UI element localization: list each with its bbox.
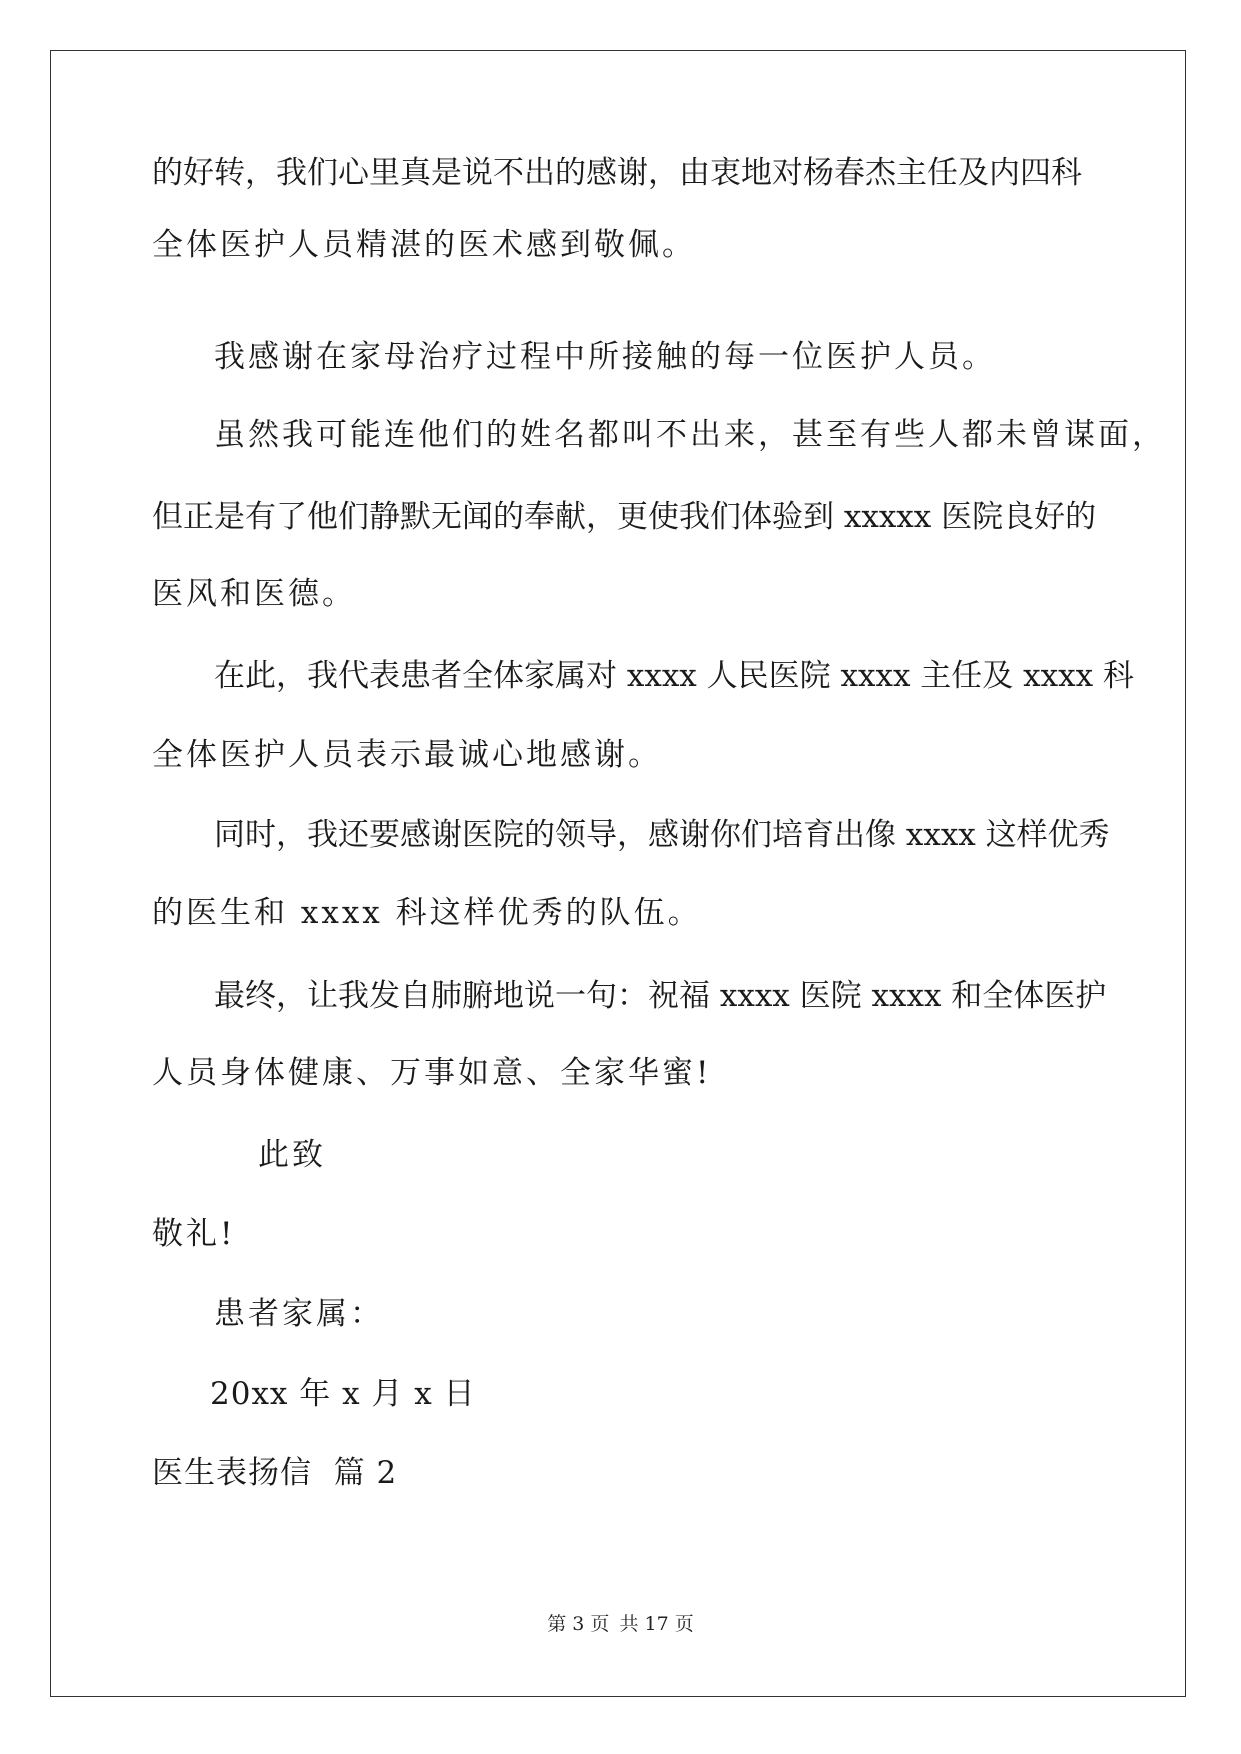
body-line-9: 同时，我还要感谢医院的领导，感谢你们培育出像 xxxx 这样优秀	[214, 817, 1110, 853]
body-line-7: 在此，我代表患者全体家属对 xxxx 人民医院 xxxx 主任及 xxxx 科	[214, 658, 1134, 694]
body-line-5: 但正是有了他们静默无闻的奉献，更使我们体验到 xxxxx 医院良好的	[152, 499, 1097, 535]
section-heading: 医生表扬信 篇 2	[152, 1455, 398, 1491]
signature-label: 患者家属：	[214, 1296, 384, 1332]
body-line-4: 虽然我可能连他们的姓名都叫不出来，甚至有些人都未曾谋面，	[214, 417, 1166, 453]
body-line-12: 人员身体健康、万事如意、全家华蜜!	[152, 1055, 712, 1091]
body-line-6: 医风和医德。	[152, 576, 356, 612]
page-total: 共 17 页	[619, 1613, 694, 1635]
body-line-8: 全体医护人员表示最诚心地感谢。	[152, 737, 662, 773]
salute-text: 敬礼!	[152, 1216, 236, 1252]
date-line: 20xx 年 x 月 x 日	[210, 1376, 476, 1412]
body-line-11: 最终，让我发自肺腑地说一句：祝福 xxxx 医院 xxxx 和全体医护	[214, 978, 1107, 1014]
closing-text: 此致	[258, 1137, 326, 1173]
body-line-3: 我感谢在家母治疗过程中所接触的每一位医护人员。	[214, 339, 996, 375]
page-border	[50, 50, 1186, 1697]
body-line-1: 的好转，我们心里真是说不出的感谢，由衷地对杨春杰主任及内四科	[152, 155, 1082, 191]
page-footer	[0, 1612, 1241, 1636]
page-number: 第 3 页	[547, 1613, 610, 1635]
body-line-10: 的医生和 xxxx 科这样优秀的队伍。	[152, 895, 702, 931]
body-line-2: 全体医护人员精湛的医术感到敬佩。	[152, 227, 696, 263]
